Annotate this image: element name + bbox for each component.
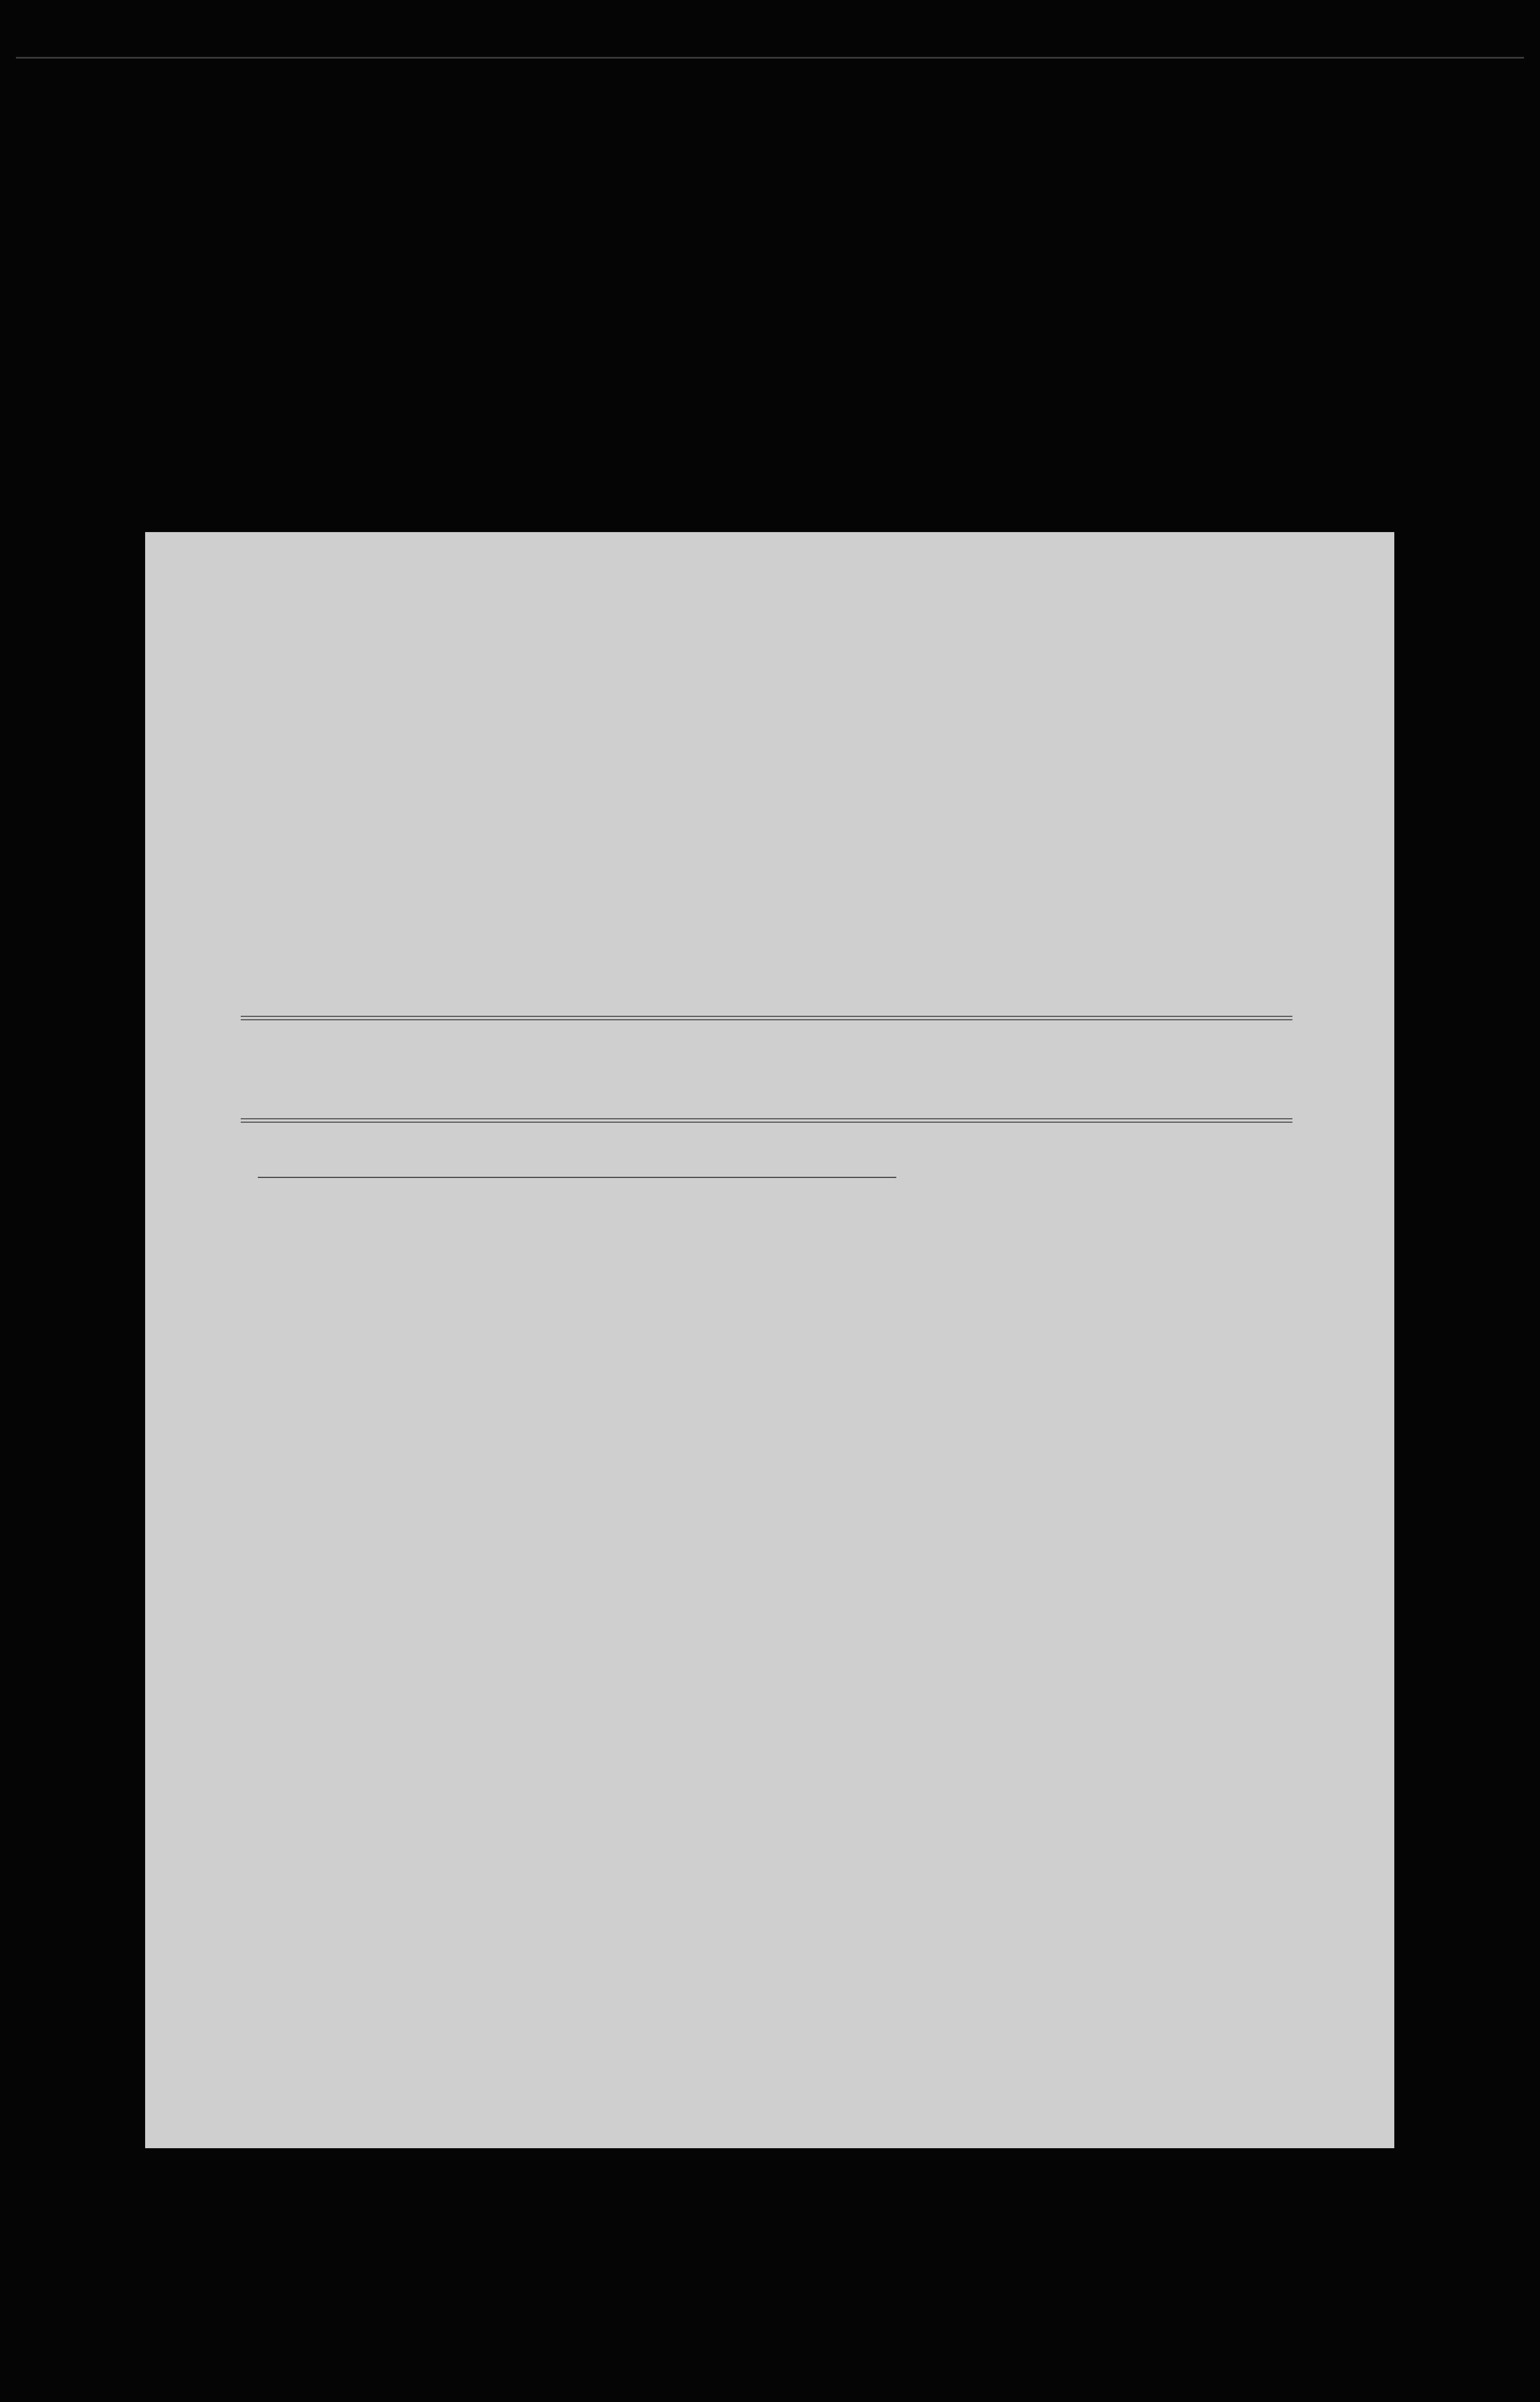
master-name-field[interactable] bbox=[258, 1177, 896, 1178]
section-divider bbox=[241, 1016, 1292, 1020]
film-edge bbox=[0, 23, 1540, 114]
form-page bbox=[145, 532, 1394, 2148]
section-divider bbox=[241, 1118, 1292, 1123]
film-edge-text bbox=[0, 23, 1540, 114]
